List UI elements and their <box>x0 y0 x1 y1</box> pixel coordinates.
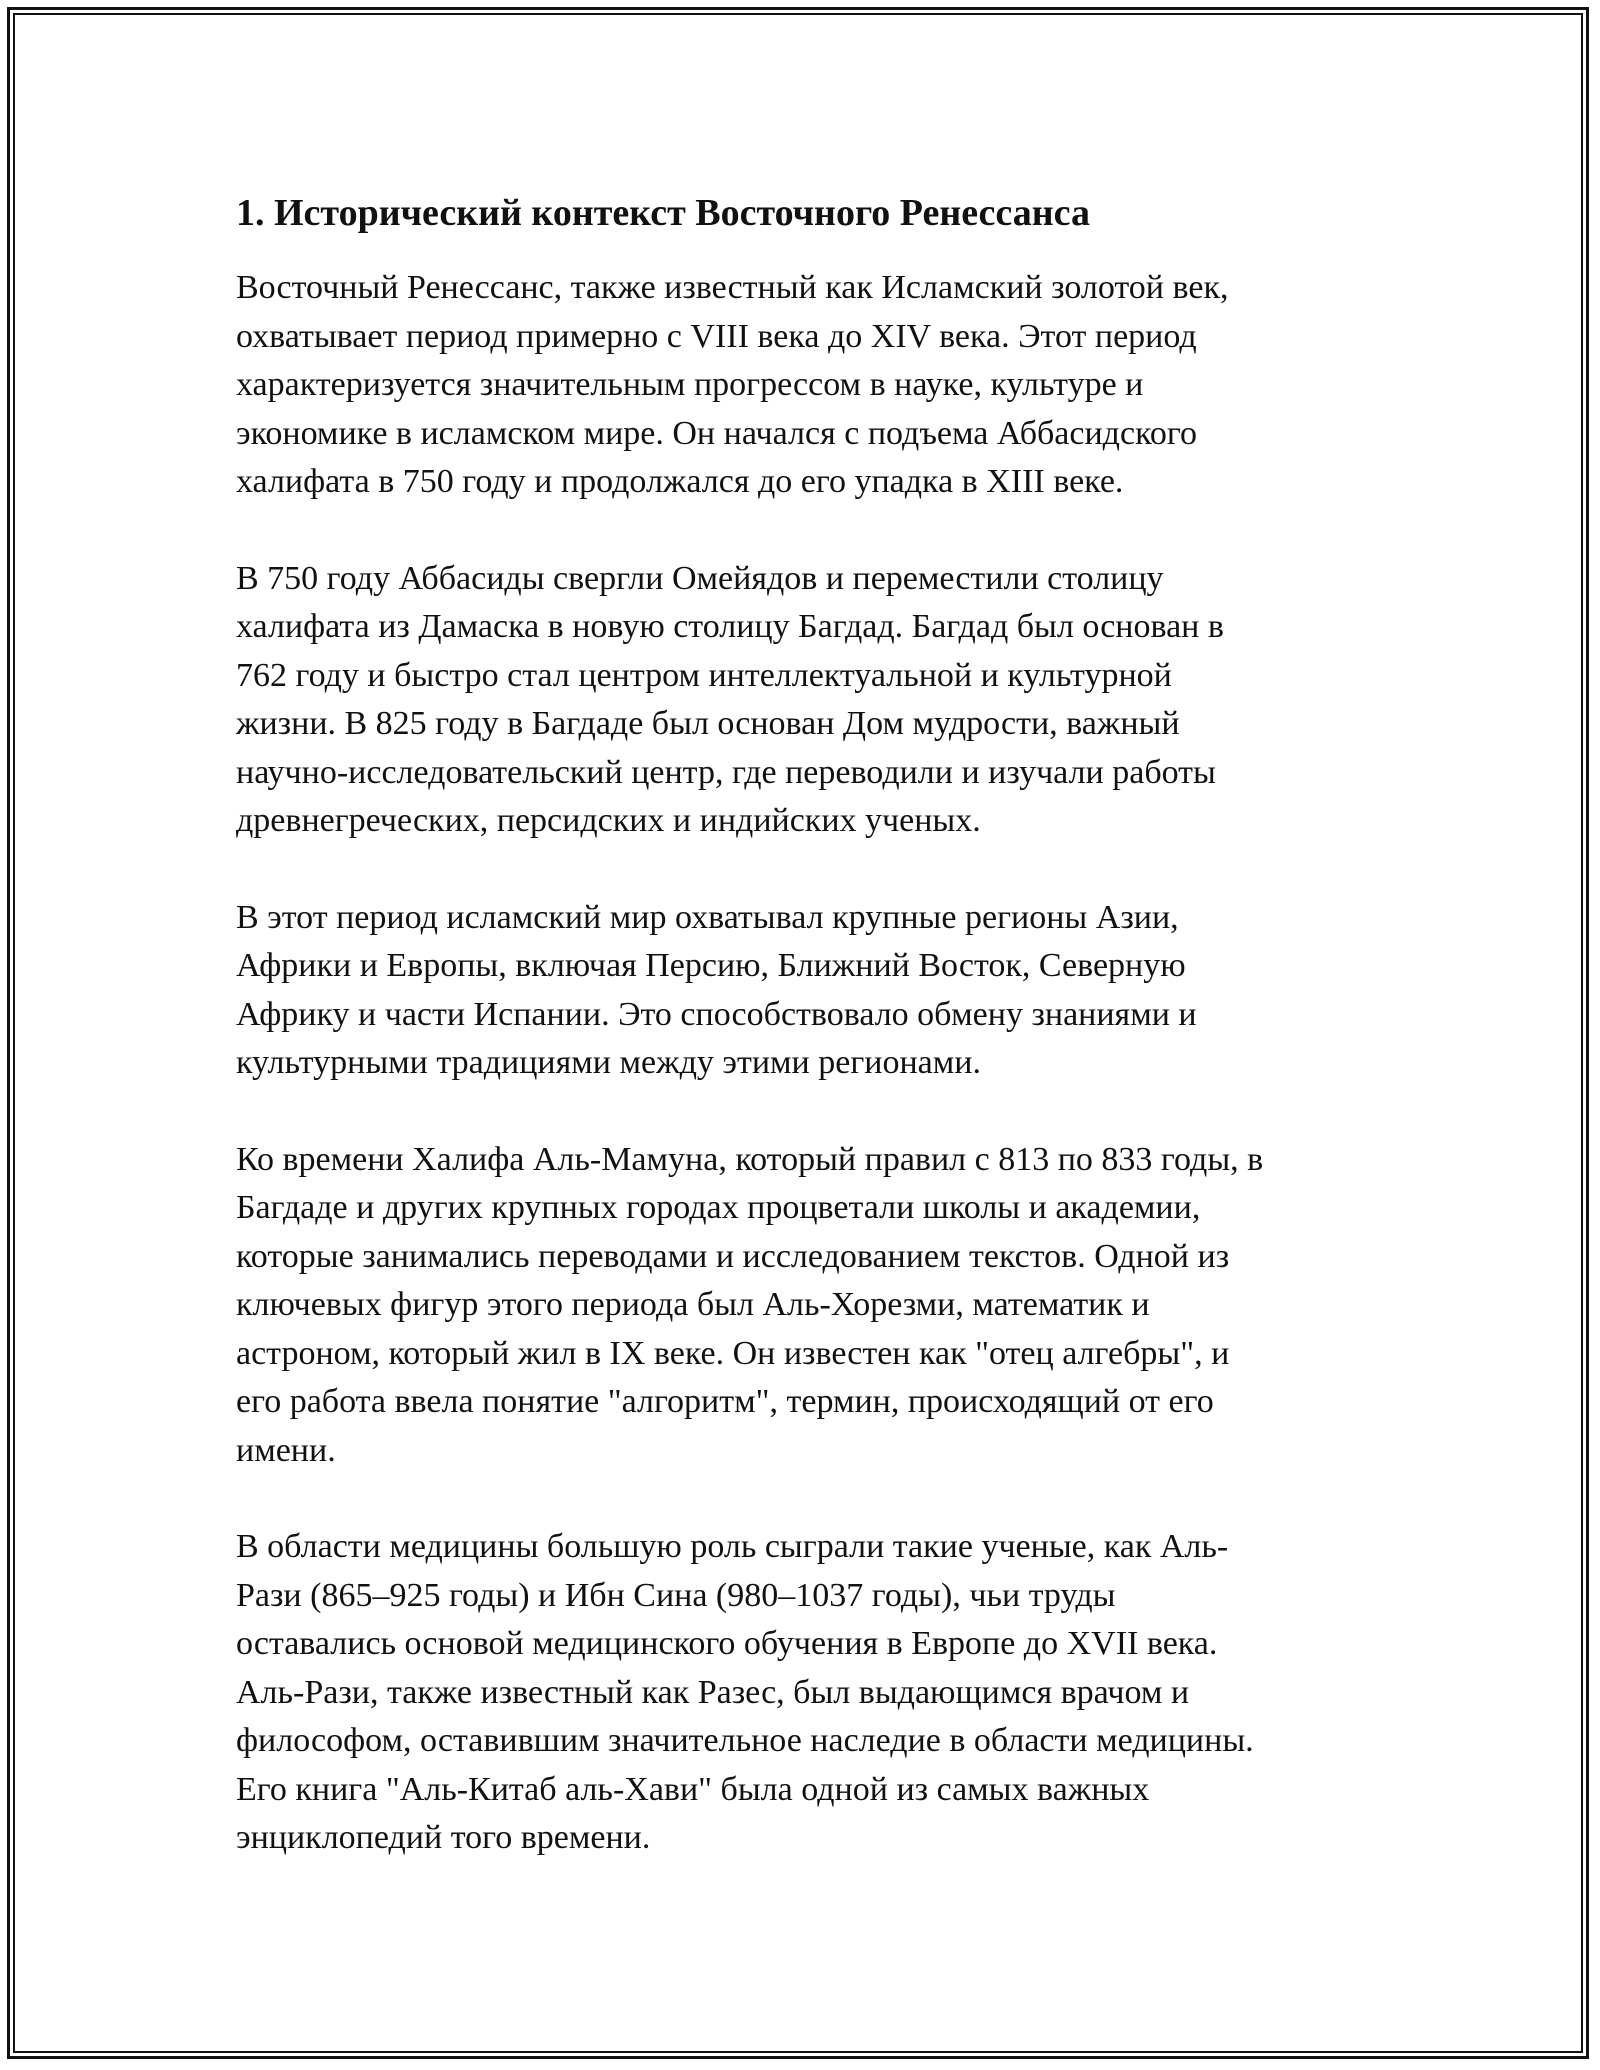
paragraph-1: Восточный Ренессанс, также известный как Исламский золотой век, охватывает период примерно с VIII века до XIV века. Этот период характеризуется значительным прогрессом в науке, культуре и экономике в исламском мире. Он начался с подъема Аббасидского халифата в 750 году и продолжался до его упадка в XIII веке. <box>236 269 1229 500</box>
paragraph-3: В этот период исламский мир охватывал крупные регионы Азии, Африки и Европы, включая Персию, Ближний Восток, Северную Африку и части Испании. Это способствовало обмену знаниями и культурными традициями между этими регионами. <box>236 898 1197 1081</box>
document-body <box>236 188 1366 1911</box>
paragraph-2: В 750 году Аббасиды свергли Омейядов и переместили столицу халифата из Дамаска в новую столицу Багдад. Багдад был основан в 762 году и быстро стал центром интеллектуальной и культурной жизни. В 825 году в Багдаде был основан Дом мудрости, важный научно-исследовательский центр, где переводили и изучали работы древнегреческих, персидских и индийских ученых. <box>236 559 1224 839</box>
paragraph-4: Ко времени Халифа Аль-Мамуна, который правил с 813 по 833 годы, в Багдаде и других крупных городах процветали школы и академии, которые занимались переводами и исследованием текстов. Одной из ключевых фигур этого периода был Аль-Хорезми, математик и астроном, который жил в IX веке. Он известен как "отец алгебры", и его работа ввела понятие "алгоритм", термин, происходящий от его имени. <box>236 1140 1264 1469</box>
section-heading: 1. Исторический контекст Восточного Ренессанса <box>236 192 1090 234</box>
paragraph-5: В области медицины большую роль сыграли такие ученые, как Аль- Рази (865–925 годы) и Ибн Сина (980–1037 годы), чьи труды оставались основой медицинского обучения в Европе до XVII века. Аль-Рази, также известный как Разес, был выдающимся врачом и философом, оставившим значительное наследие в области медицины. Его книга "Аль-Китаб аль-Хави" была одной из самых важных энциклопедий того времени. <box>236 1528 1254 1856</box>
